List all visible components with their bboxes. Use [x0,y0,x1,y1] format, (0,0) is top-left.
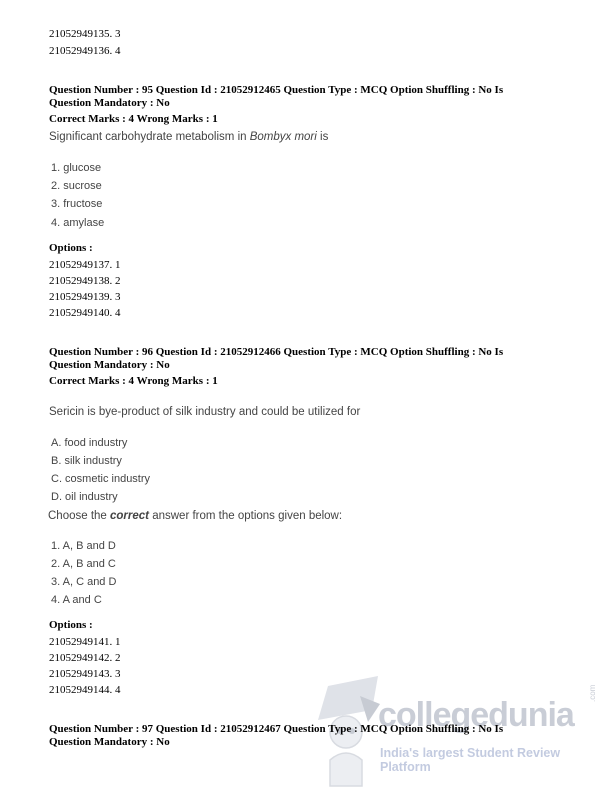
question-95-choice: 2. sucrose [51,180,102,192]
question-95-choice: 1. glucose [51,162,102,174]
question-95-marks: Correct Marks : 4 Wrong Marks : 1 [49,113,218,125]
option-id-line: 21052949143. 3 [49,668,121,680]
question-96-statement: D. oil industry [51,491,118,503]
question-96-choice: 3. A, C and D [51,576,117,588]
question-97-mandatory: Question Mandatory : No [49,736,170,748]
question-96-instruction: Choose the correct answer from the options given below: [48,510,343,522]
option-id-line: 21052949144. 4 [49,684,121,696]
watermark-suffix: .com [588,684,597,702]
option-id-line: 21052949137. 1 [49,259,121,271]
question-96-statement: A. food industry [51,437,128,449]
option-id-line: 21052949142. 2 [49,652,121,664]
emphasis-correct: correct [110,510,150,522]
question-97-header: Question Number : 97 Question Id : 21052912467 Question Type : MCQ Option Shuffling : No Is [49,723,504,735]
question-96-choice: 4. A and C [51,594,102,606]
question-95-header: Question Number : 95 Question Id : 21052912465 Question Type : MCQ Option Shuffling : No Is [49,84,504,96]
question-96-mandatory: Question Mandatory : No [49,359,170,371]
watermark-brand: collegedunia [378,696,574,734]
question-96-header: Question Number : 96 Question Id : 21052912466 Question Type : MCQ Option Shuffling : No Is [49,346,504,358]
question-95-mandatory: Question Mandatory : No [49,97,170,109]
question-95-options-label: Options : [49,242,93,254]
question-96-marks: Correct Marks : 4 Wrong Marks : 1 [49,375,218,387]
option-id-line: 21052949138. 2 [49,275,121,287]
option-id-line: 21052949141. 1 [49,636,121,648]
question-96-choice: 2. A, B and C [51,558,116,570]
question-95-species: Bombyx mori [249,131,317,143]
question-96-statement: C. cosmetic industry [51,473,151,485]
question-96-choice: 1. A, B and D [51,540,116,552]
option-id-line: 21052949136. 4 [49,45,121,57]
option-id-line: 21052949135. 3 [49,28,121,40]
question-96-options-label: Options : [49,619,93,631]
option-id-line: 21052949140. 4 [49,307,121,319]
question-96-text: Sericin is bye-product of silk industry and could be utilized for [49,406,361,418]
option-id-line: 21052949139. 3 [49,291,121,303]
question-95-text: Significant carbohydrate metabolism in Bombyx mori is [49,131,329,143]
question-95-choice: 3. fructose [51,198,103,210]
question-95-choice: 4. amylase [51,217,105,229]
question-96-statement: B. silk industry [51,455,122,467]
watermark-tagline: India's largest Student Review Platform [380,746,561,774]
